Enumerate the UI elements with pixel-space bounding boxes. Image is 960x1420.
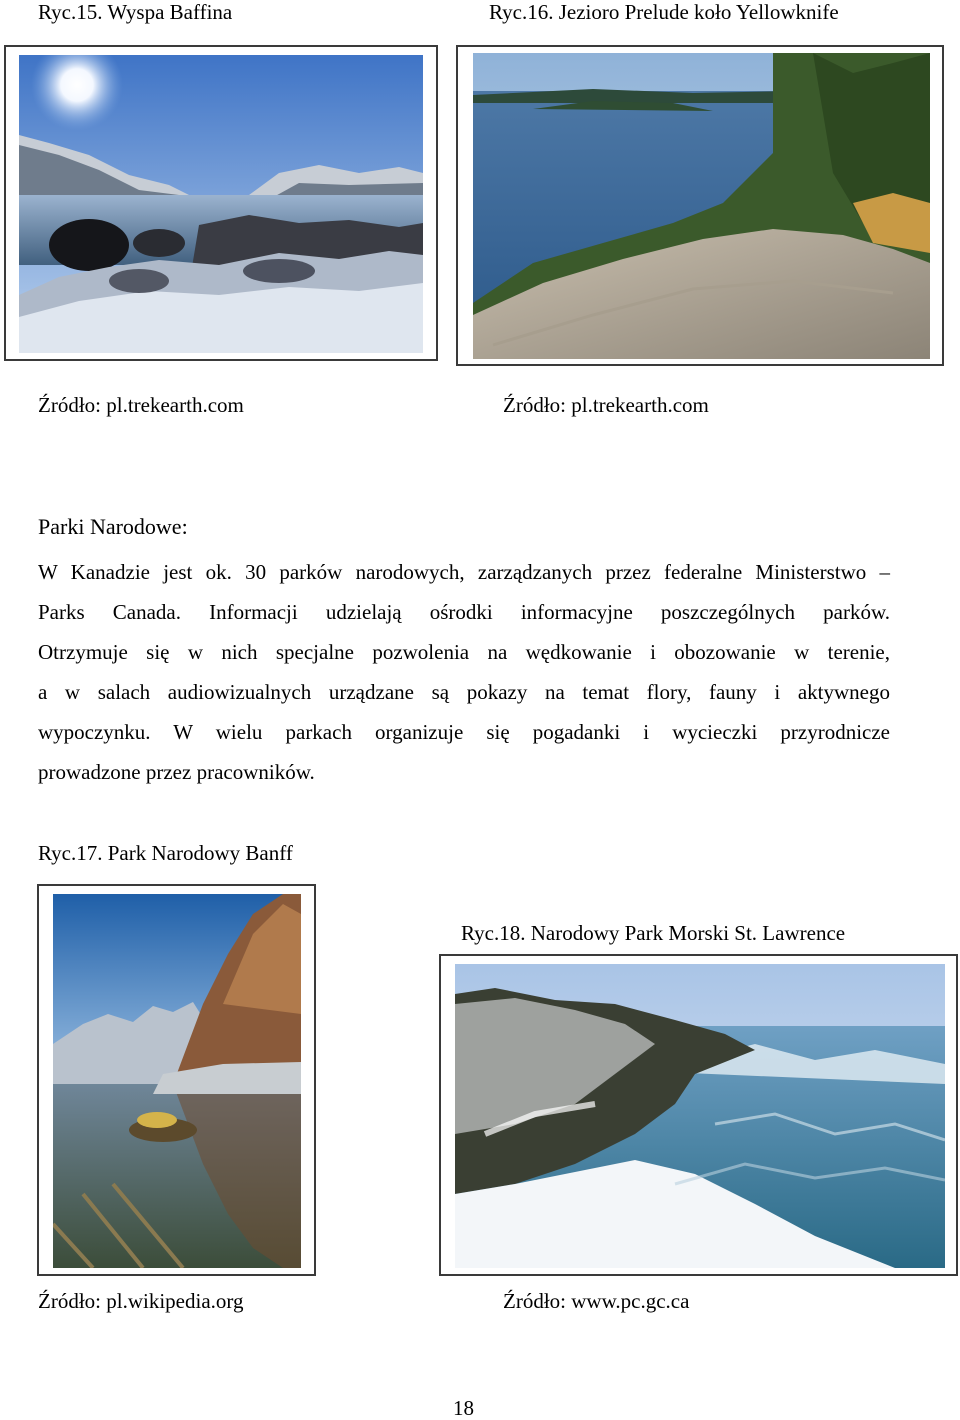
page-number: 18 (453, 1396, 474, 1420)
fig18-caption: Ryc.18. Narodowy Park Morski St. Lawrence (461, 921, 846, 945)
body-paragraph (38, 552, 890, 792)
fig18-source: Źródło: www.pc.gc.ca (503, 1289, 690, 1313)
fig17-caption: Ryc.17. Park Narodowy Banff (38, 841, 293, 865)
st-lawrence-photo (455, 964, 945, 1268)
baffin-island-photo (19, 55, 423, 353)
paragraph-line: a w salach audiowizualnych urządzane są pokazy na temat flory, fauny i aktywnego (38, 680, 890, 704)
fig15-source: Źródło: pl.trekearth.com (38, 393, 244, 417)
fig16-caption: Ryc.16. Jezioro Prelude koło Yellowknife (489, 0, 839, 24)
fig15-frame (4, 45, 438, 361)
paragraph-line: prowadzone przez pracowników. (38, 760, 315, 784)
fig16-source: Źródło: pl.trekearth.com (503, 393, 709, 417)
fig15-caption: Ryc.15. Wyspa Baffina (38, 0, 233, 24)
fig17-frame (37, 884, 316, 1276)
fig18-frame (439, 954, 958, 1276)
paragraph-line: Parks Canada. Informacji udzielają ośrodki informacyjne poszczególnych parków. (38, 600, 890, 624)
section-heading: Parki Narodowe: (38, 514, 188, 539)
fig17-source: Źródło: pl.wikipedia.org (38, 1289, 244, 1313)
fig16-frame (456, 45, 944, 366)
paragraph-line: wypoczynku. W wielu parkach organizuje się pogadanki i wycieczki przyrodnicze (38, 720, 890, 744)
prelude-lake-photo (473, 53, 930, 359)
paragraph-line: Otrzymuje się w nich specjalne pozwolenia na wędkowanie i obozowanie w terenie, (38, 640, 890, 664)
paragraph-line: W Kanadzie jest ok. 30 parków narodowych, zarządzanych przez federalne Ministerstwo – (38, 560, 890, 584)
banff-photo (53, 894, 301, 1268)
